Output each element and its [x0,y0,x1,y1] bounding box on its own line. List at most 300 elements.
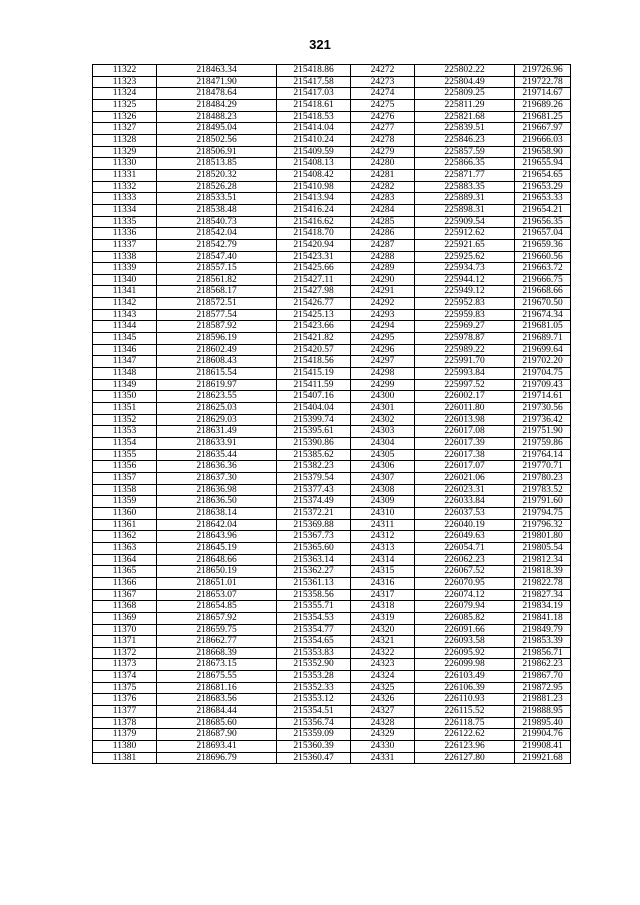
table-cell: 11322 [93,65,157,77]
table-cell: 218651.01 [157,577,277,589]
table-cell: 215417.58 [277,76,351,88]
table-cell: 226017.07 [415,461,515,473]
table-cell: 24300 [351,391,415,403]
table-cell: 219759.86 [515,438,571,450]
table-cell: 226037.53 [415,507,515,519]
table-cell: 219709.43 [515,379,571,391]
table-cell: 24305 [351,449,415,461]
table-row [93,333,571,345]
table-cell: 215425.66 [277,263,351,275]
table-cell: 215420.57 [277,344,351,356]
table-row [93,228,571,240]
table-cell: 226118.75 [415,717,515,729]
table-cell: 219794.75 [515,507,571,519]
table-cell: 215377.43 [277,484,351,496]
table-cell: 215352.33 [277,682,351,694]
table-row [93,484,571,496]
table-cell: 226049.63 [415,531,515,543]
table-cell: 219667.97 [515,123,571,135]
table-cell: 218685.60 [157,717,277,729]
table-cell: 215410.24 [277,134,351,146]
page-number: 321 [309,37,331,52]
table-cell: 24274 [351,88,415,100]
table-cell: 226099.98 [415,659,515,671]
table-row [93,589,571,601]
table-cell: 225898.31 [415,204,515,216]
table-cell: 218572.51 [157,298,277,310]
table-cell: 225857.59 [415,146,515,158]
table-cell: 215399.74 [277,414,351,426]
table-row [93,601,571,613]
table-row [93,169,571,181]
table-cell: 225997.52 [415,379,515,391]
table-cell: 219822.78 [515,577,571,589]
table-cell: 225802.22 [415,65,515,77]
table-cell: 218643.96 [157,531,277,543]
table-cell: 24310 [351,507,415,519]
table-row [93,239,571,251]
table-cell: 215427.98 [277,286,351,298]
table-cell: 11351 [93,403,157,415]
table-cell: 24292 [351,298,415,310]
table-cell: 225978.87 [415,333,515,345]
table-cell: 226017.39 [415,438,515,450]
table-cell: 215420.94 [277,239,351,251]
table-cell: 24309 [351,496,415,508]
table-cell: 11352 [93,414,157,426]
table-cell: 225989.22 [415,344,515,356]
table-cell: 215360.47 [277,752,351,764]
table-cell: 226067.52 [415,566,515,578]
table-cell: 219764.14 [515,449,571,461]
table-cell: 218637.30 [157,472,277,484]
table-cell: 226093.58 [415,636,515,648]
table-row [93,449,571,461]
table-cell: 226013.98 [415,414,515,426]
table-row [93,286,571,298]
table-cell: 11379 [93,729,157,741]
table-cell: 24284 [351,204,415,216]
table-cell: 226103.49 [415,671,515,683]
table-cell: 24295 [351,333,415,345]
table-cell: 24291 [351,286,415,298]
table-row [93,671,571,683]
table-cell: 219681.05 [515,321,571,333]
table-cell: 226110.93 [415,694,515,706]
table-cell: 219812.34 [515,554,571,566]
table-cell: 218615.54 [157,368,277,380]
table-cell: 219881.23 [515,694,571,706]
table-cell: 24314 [351,554,415,566]
table-cell: 215379.54 [277,472,351,484]
table-cell: 215416.24 [277,204,351,216]
table-cell: 226095.92 [415,647,515,659]
table-cell: 215353.12 [277,694,351,706]
table-cell: 24298 [351,368,415,380]
table-cell: 225934.73 [415,263,515,275]
table-cell: 226123.96 [415,741,515,753]
table-row [93,752,571,764]
table-cell: 11330 [93,158,157,170]
table-cell: 218619.97 [157,379,277,391]
table-cell: 215374.49 [277,496,351,508]
table-cell: 215353.28 [277,671,351,683]
table-cell: 225889.31 [415,193,515,205]
table-cell: 219834.19 [515,601,571,613]
table-cell: 11325 [93,99,157,111]
table-row [93,706,571,718]
table-cell: 225811.29 [415,99,515,111]
table-cell: 219827.34 [515,589,571,601]
table-cell: 11326 [93,111,157,123]
table-cell: 24315 [351,566,415,578]
table-cell: 218533.51 [157,193,277,205]
table-cell: 215423.66 [277,321,351,333]
table-row [93,356,571,368]
table-cell: 24288 [351,251,415,263]
table-cell: 218596.19 [157,333,277,345]
table-cell: 225993.84 [415,368,515,380]
table-row [93,414,571,426]
table-cell: 226091.66 [415,624,515,636]
table-cell: 11374 [93,671,157,683]
table-cell: 226054.71 [415,542,515,554]
table-cell: 219818.39 [515,566,571,578]
table-cell: 226011.80 [415,403,515,415]
table-cell: 11375 [93,682,157,694]
table-cell: 11372 [93,647,157,659]
table-cell: 218602.49 [157,344,277,356]
table-cell: 24277 [351,123,415,135]
table-cell: 218636.36 [157,461,277,473]
table-cell: 24276 [351,111,415,123]
table-cell: 219699.64 [515,344,571,356]
table-cell: 215354.53 [277,612,351,624]
table-row [93,263,571,275]
table-cell: 11349 [93,379,157,391]
table-cell: 215354.65 [277,636,351,648]
table-cell: 11346 [93,344,157,356]
table-cell: 215423.31 [277,251,351,263]
table-cell: 215369.88 [277,519,351,531]
table-row [93,344,571,356]
table-cell: 219722.78 [515,76,571,88]
table-cell: 11350 [93,391,157,403]
table-cell: 219663.72 [515,263,571,275]
table-row [93,88,571,100]
table-cell: 219770.71 [515,461,571,473]
table-cell: 11354 [93,438,157,450]
table-cell: 11345 [93,333,157,345]
table-cell: 218662.77 [157,636,277,648]
table-cell: 225839.51 [415,123,515,135]
table-cell: 219751.90 [515,426,571,438]
table-cell: 215414.04 [277,123,351,135]
table-cell: 24301 [351,403,415,415]
table-cell: 225912.62 [415,228,515,240]
table-cell: 24281 [351,169,415,181]
table-cell: 11359 [93,496,157,508]
table-row [93,682,571,694]
table-cell: 215425.13 [277,309,351,321]
table-cell: 24330 [351,741,415,753]
table-cell: 24311 [351,519,415,531]
table-cell: 215363.14 [277,554,351,566]
table-cell: 225883.35 [415,181,515,193]
table-cell: 215410.98 [277,181,351,193]
table-cell: 11324 [93,88,157,100]
table-cell: 215415.19 [277,368,351,380]
table-cell: 24299 [351,379,415,391]
table-cell: 11340 [93,274,157,286]
table-cell: 11362 [93,531,157,543]
table-cell: 218542.04 [157,228,277,240]
table-cell: 24318 [351,601,415,613]
table-cell: 218653.07 [157,589,277,601]
table-cell: 218484.29 [157,99,277,111]
table-cell: 215382.23 [277,461,351,473]
table-cell: 11328 [93,134,157,146]
table-cell: 24316 [351,577,415,589]
table-cell: 215421.82 [277,333,351,345]
table-row [93,193,571,205]
table-cell: 226074.12 [415,589,515,601]
table-cell: 225952.83 [415,298,515,310]
table-row [93,146,571,158]
table-cell: 215418.61 [277,99,351,111]
table-cell: 218547.40 [157,251,277,263]
table-row [93,99,571,111]
table-cell: 11348 [93,368,157,380]
table-cell: 24313 [351,542,415,554]
table-cell: 215356.74 [277,717,351,729]
table-cell: 11323 [93,76,157,88]
table-cell: 218654.85 [157,601,277,613]
table-row [93,321,571,333]
table-row [93,566,571,578]
table-cell: 218650.19 [157,566,277,578]
table-cell: 219862.23 [515,659,571,671]
table-cell: 218681.16 [157,682,277,694]
table-cell: 215355.71 [277,601,351,613]
table-cell: 219670.50 [515,298,571,310]
table-cell: 11373 [93,659,157,671]
table-cell: 218683.56 [157,694,277,706]
table-cell: 219888.95 [515,706,571,718]
table-row [93,554,571,566]
table-cell: 215417.03 [277,88,351,100]
table-cell: 24308 [351,484,415,496]
table-cell: 24324 [351,671,415,683]
table-cell: 225969.27 [415,321,515,333]
coordinates-table [92,64,571,764]
table-cell: 219654.21 [515,204,571,216]
table-row [93,624,571,636]
table-row [93,111,571,123]
table-cell: 11367 [93,589,157,601]
table-cell: 219908.41 [515,741,571,753]
table-cell: 219867.70 [515,671,571,683]
table-cell: 215418.56 [277,356,351,368]
table-cell: 11327 [93,123,157,135]
table-cell: 226017.08 [415,426,515,438]
table-cell: 226115.52 [415,706,515,718]
table-row [93,251,571,263]
table-cell: 219714.67 [515,88,571,100]
table-cell: 24297 [351,356,415,368]
table-cell: 11364 [93,554,157,566]
table-cell: 215411.59 [277,379,351,391]
table-cell: 218557.15 [157,263,277,275]
table-cell: 11341 [93,286,157,298]
table-cell: 11337 [93,239,157,251]
table-cell: 24285 [351,216,415,228]
table-cell: 215407.16 [277,391,351,403]
table-cell: 24278 [351,134,415,146]
table-cell: 218636.50 [157,496,277,508]
table-cell: 225921.65 [415,239,515,251]
table-cell: 225846.23 [415,134,515,146]
table-row [93,123,571,135]
table-cell: 24280 [351,158,415,170]
table-row [93,426,571,438]
table-cell: 215416.62 [277,216,351,228]
table-cell: 24303 [351,426,415,438]
table-row [93,158,571,170]
table-cell: 219921.68 [515,752,571,764]
table-cell: 11344 [93,321,157,333]
table-cell: 219726.96 [515,65,571,77]
table-cell: 226033.84 [415,496,515,508]
table-row [93,438,571,450]
table-cell: 215409.59 [277,146,351,158]
table-cell: 24326 [351,694,415,706]
table-cell: 24275 [351,99,415,111]
table-cell: 226021.06 [415,472,515,484]
table-cell: 215418.86 [277,65,351,77]
table-row [93,519,571,531]
table-cell: 218648.66 [157,554,277,566]
table-cell: 11370 [93,624,157,636]
table-cell: 219853.39 [515,636,571,648]
table-cell: 215404.04 [277,403,351,415]
table-row [93,472,571,484]
table-cell: 11333 [93,193,157,205]
table-cell: 218506.91 [157,146,277,158]
table-cell: 218635.44 [157,449,277,461]
table-cell: 219659.36 [515,239,571,251]
table-cell: 219872.95 [515,682,571,694]
table-row [93,461,571,473]
table-cell: 218696.79 [157,752,277,764]
table-cell: 218502.56 [157,134,277,146]
table-cell: 226040.19 [415,519,515,531]
table-cell: 218693.41 [157,741,277,753]
table-cell: 219657.04 [515,228,571,240]
table-cell: 219801.80 [515,531,571,543]
table-cell: 218638.14 [157,507,277,519]
table-cell: 225809.25 [415,88,515,100]
table-cell: 11336 [93,228,157,240]
table-cell: 218623.55 [157,391,277,403]
table-cell: 215418.53 [277,111,351,123]
table-cell: 24306 [351,461,415,473]
table-cell: 24273 [351,76,415,88]
table-cell: 219674.34 [515,309,571,321]
table-cell: 226106.39 [415,682,515,694]
table-cell: 11378 [93,717,157,729]
table-cell: 219653.33 [515,193,571,205]
table-cell: 24322 [351,647,415,659]
table-cell: 215372.21 [277,507,351,519]
table-cell: 24302 [351,414,415,426]
table-cell: 24317 [351,589,415,601]
table-cell: 215361.13 [277,577,351,589]
table-cell: 24272 [351,65,415,77]
table-cell: 24325 [351,682,415,694]
table-cell: 24293 [351,309,415,321]
table-cell: 215354.51 [277,706,351,718]
table-cell: 24289 [351,263,415,275]
table-cell: 215418.70 [277,228,351,240]
table-cell: 226127.80 [415,752,515,764]
table-cell: 218540.73 [157,216,277,228]
table-cell: 215353.83 [277,647,351,659]
table-cell: 225821.68 [415,111,515,123]
table-cell: 24286 [351,228,415,240]
table-cell: 225991.70 [415,356,515,368]
table-cell: 218625.03 [157,403,277,415]
table-cell: 215358.56 [277,589,351,601]
table-cell: 11366 [93,577,157,589]
table-cell: 11338 [93,251,157,263]
table-cell: 219796.32 [515,519,571,531]
table-cell: 218645.19 [157,542,277,554]
table-cell: 11331 [93,169,157,181]
table-row [93,694,571,706]
table-cell: 215365.60 [277,542,351,554]
table-row [93,636,571,648]
table-cell: 11335 [93,216,157,228]
table-cell: 218587.92 [157,321,277,333]
table-cell: 218633.91 [157,438,277,450]
table-cell: 219666.03 [515,134,571,146]
table-cell: 218513.85 [157,158,277,170]
table-cell: 24294 [351,321,415,333]
table-row [93,659,571,671]
table-cell: 218631.49 [157,426,277,438]
table-cell: 218642.04 [157,519,277,531]
table-cell: 218520.32 [157,169,277,181]
table-row [93,298,571,310]
table-cell: 11329 [93,146,157,158]
table-cell: 24331 [351,752,415,764]
table-cell: 11358 [93,484,157,496]
table-cell: 24296 [351,344,415,356]
table-cell: 218542.79 [157,239,277,251]
table-cell: 218561.82 [157,274,277,286]
table-cell: 24279 [351,146,415,158]
table-cell: 215352.90 [277,659,351,671]
table-cell: 215359.09 [277,729,351,741]
table-cell: 226002.17 [415,391,515,403]
table-cell: 11342 [93,298,157,310]
table-cell: 215354.77 [277,624,351,636]
table-cell: 219841.18 [515,612,571,624]
table-row [93,729,571,741]
table-cell: 218636.98 [157,484,277,496]
table-cell: 219904.76 [515,729,571,741]
